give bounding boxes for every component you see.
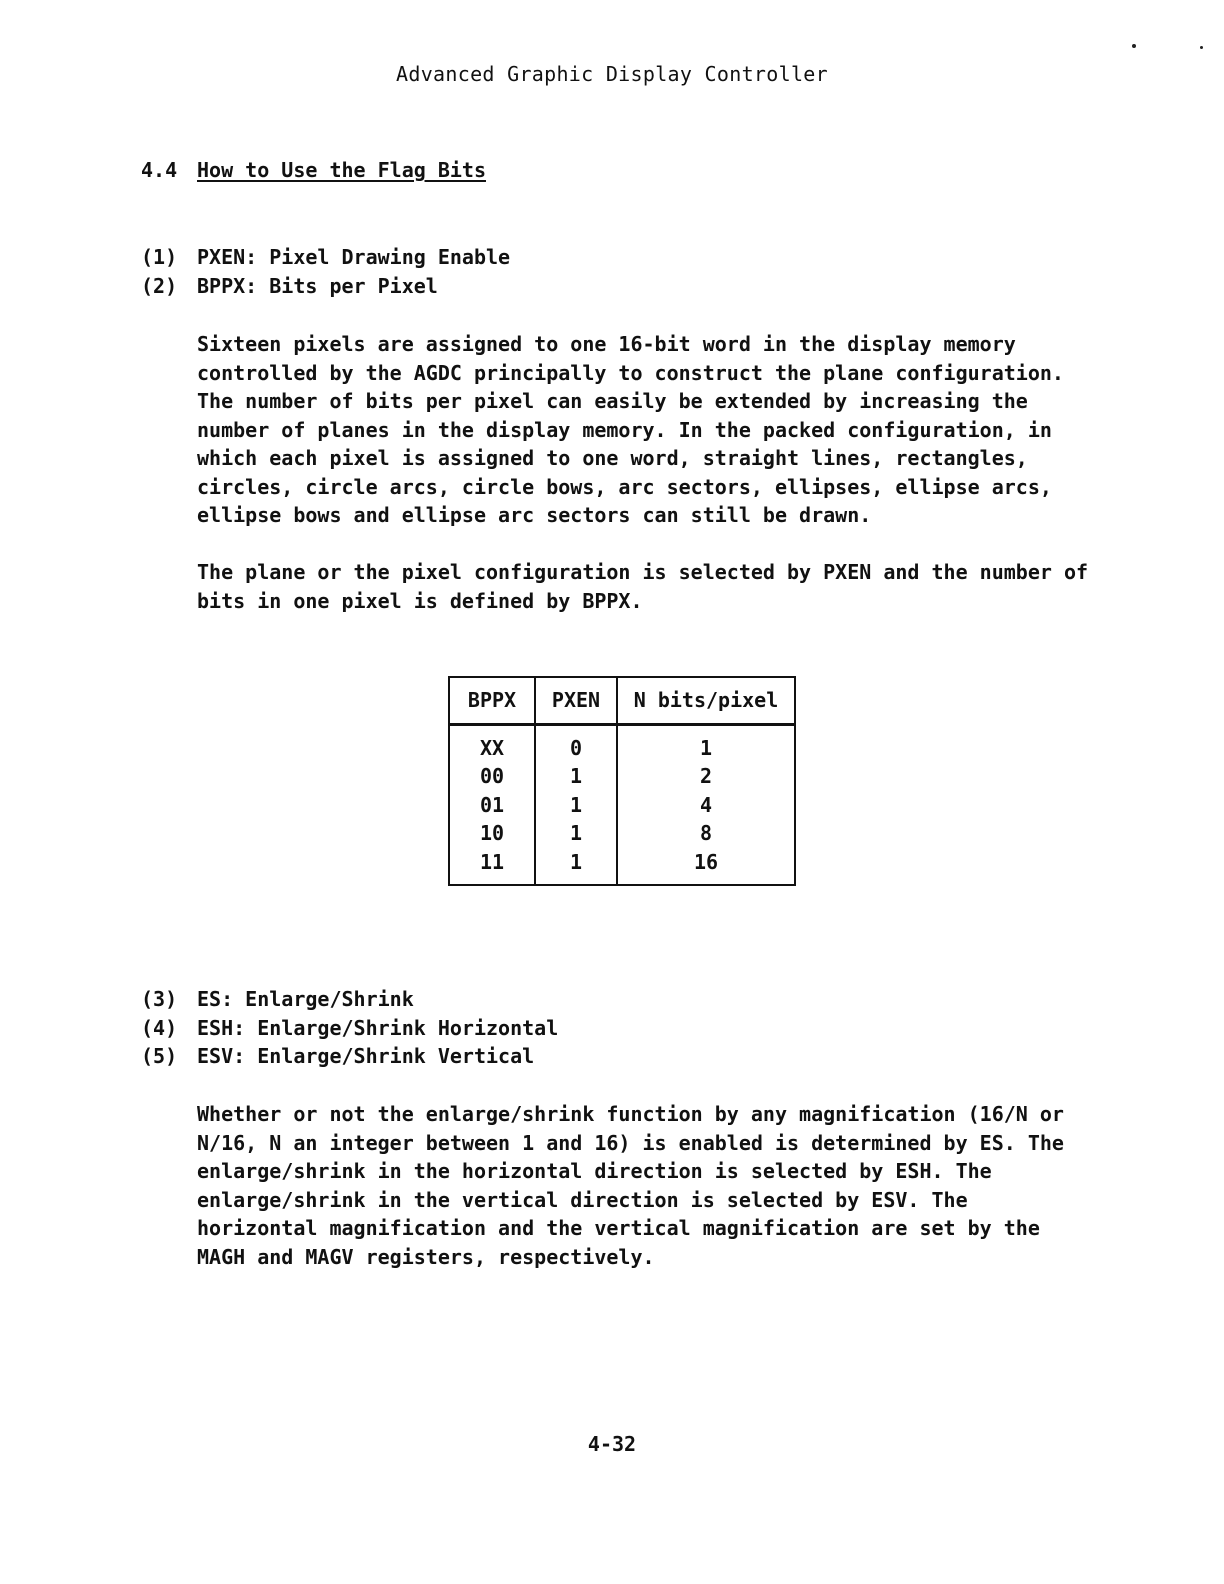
bppx-table-container [448, 676, 798, 916]
table-cell: 1 [535, 848, 617, 886]
table-row [449, 819, 795, 848]
text-line: MAGH and MAGV registers, respectively. [197, 1244, 655, 1269]
table-cell: 0 [535, 724, 617, 762]
item-text: ESV: Enlarge/Shrink Vertical [197, 1044, 535, 1068]
table-cell: XX [479, 735, 505, 760]
table-cell: 1 [535, 762, 617, 791]
item-number: (5) [141, 1044, 178, 1068]
paragraph-configuration-select [197, 558, 1088, 615]
item-number: (3) [141, 987, 178, 1011]
text-line: N/16, N an integer between 1 and 16) is enabled is determined by ES. The [197, 1130, 1064, 1155]
table-row [449, 724, 795, 762]
table-cell: 16 [617, 848, 795, 886]
text-line: circles, circle arcs, circle bows, arc sectors, ellipses, ellipse arcs, [197, 474, 1052, 499]
table-cell: 1 [535, 791, 617, 820]
scan-speck [1132, 44, 1136, 48]
column-header-pxen: PXEN [535, 677, 617, 724]
list-item-pxen [141, 245, 510, 269]
table-cell: 4 [617, 791, 795, 820]
item-text: ESH: Enlarge/Shrink Horizontal [197, 1016, 559, 1040]
table-cell: 1 [535, 819, 617, 848]
item-number: (2) [141, 274, 178, 298]
list-item-esh [141, 1016, 558, 1040]
text-line: horizontal magnification and the vertical magnification are set by the [197, 1216, 1040, 1240]
column-header-bppx: BPPX [449, 677, 535, 724]
table-cell: 2 [617, 762, 795, 791]
item-text: BPPX: Bits per Pixel [197, 274, 438, 298]
text-line: controlled by the AGDC principally to construct the plane configuration. [197, 360, 1064, 385]
list-item-esv [141, 1044, 534, 1068]
list-item-es [141, 987, 414, 1011]
paragraph-enlarge-shrink [197, 1100, 1064, 1271]
text-line: enlarge/shrink in the vertical direction is selected by ESV. The [197, 1187, 968, 1212]
text-line: The number of bits per pixel can easily be extended by increasing the [197, 389, 1028, 413]
table-cell: 1 [617, 724, 795, 762]
column-header-bits-per-pixel: N bits/pixel [617, 677, 795, 724]
table-header-row [449, 677, 795, 724]
table-cell: 00 [479, 764, 505, 789]
item-text: ES: Enlarge/Shrink [197, 987, 414, 1011]
text-line: number of planes in the display memory. In the packed configuration, in [197, 417, 1052, 442]
section-title: How to Use the Flag Bits [197, 158, 486, 182]
item-number: (1) [141, 245, 178, 269]
table-row [449, 762, 795, 791]
text-line: enlarge/shrink in the horizontal direction is selected by ESH. The [197, 1159, 992, 1183]
text-line: Sixteen pixels are assigned to one 16-bit word in the display memory [197, 332, 1016, 356]
table-cell: 11 [479, 849, 505, 874]
paragraph-pixel-assignment [197, 330, 1064, 530]
table-row [449, 791, 795, 820]
text-line: The plane or the pixel configuration is selected by PXEN and the number of [197, 560, 1089, 584]
item-text: PXEN: Pixel Drawing Enable [197, 245, 511, 269]
table-cell: 8 [617, 819, 795, 848]
table-cell: 01 [479, 792, 505, 817]
scan-speck [1200, 46, 1203, 49]
text-line: ellipse bows and ellipse arc sectors can still be drawn. [197, 503, 872, 527]
page-header: Advanced Graphic Display Controller [396, 62, 828, 86]
text-line: which each pixel is assigned to one word, straight lines, rectangles, [197, 446, 1028, 470]
table-cell: 10 [479, 821, 505, 846]
table-row [449, 848, 795, 886]
item-number: (4) [141, 1016, 178, 1040]
section-heading [141, 158, 486, 182]
list-item-bppx [141, 274, 438, 298]
text-line: Whether or not the enlarge/shrink function by any magnification (16/N or [197, 1102, 1064, 1126]
section-number: 4.4 [141, 158, 178, 182]
bppx-pxen-table [448, 676, 796, 886]
text-line: bits in one pixel is defined by BPPX. [197, 588, 643, 613]
page-number: 4-32 [587, 1432, 637, 1456]
